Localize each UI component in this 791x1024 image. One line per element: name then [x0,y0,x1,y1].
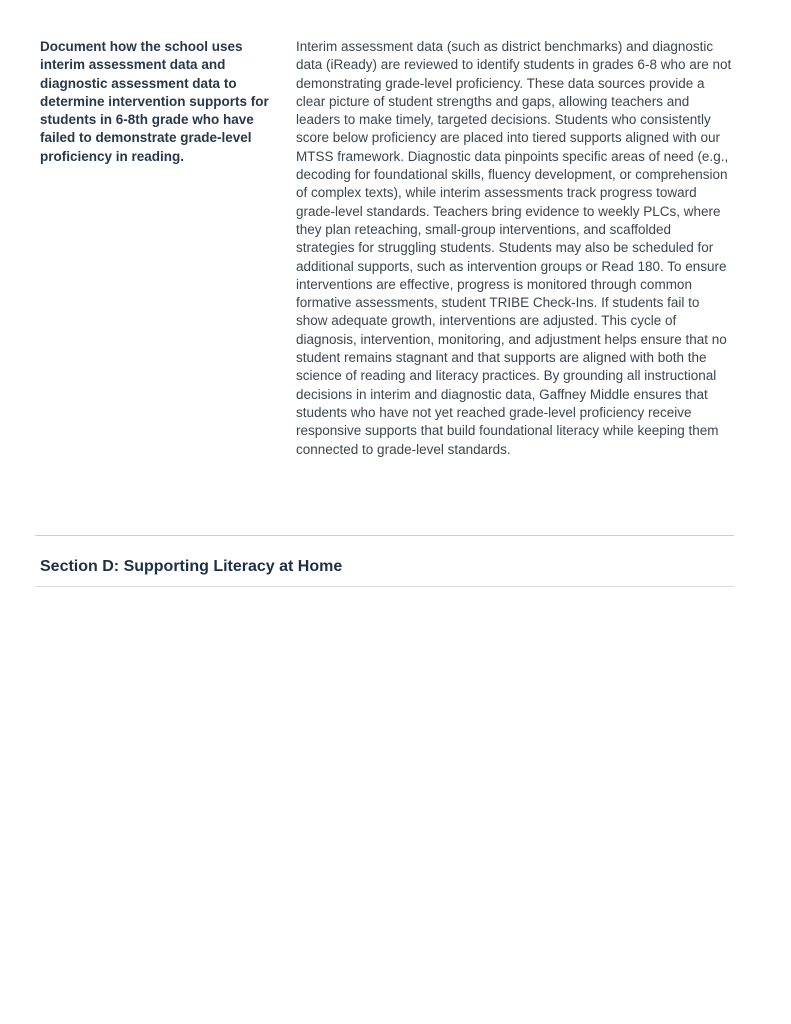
response-text: Interim assessment data (such as district benchmarks) and diagnostic data (iReady) are reviewed to identify students in grades 6-8 who are not demonstrating grade-level proficiency. These data sources provide a clear picture of student strengths and gaps, allowing teachers and leaders to make timely, targeted decisions. Students who consistently score below proficiency are placed into tiered supports aligned with our MTSS framework. Diagnostic data pinpoints specific areas of need (e.g., decoding for foundational skills, fluency development, or comprehension of complex texts), while interim assessments track progress toward grade-level standards. Teachers bring evidence to weekly PLCs, where they plan reteaching, small-group interventions, and scaffolded strategies for struggling students. Students may also be scheduled for additional supports, such as intervention groups or Read 180. To ensure interventions are effective, progress is monitored through common formative assessments, student TRIBE Check-Ins. If students fail to show adequate growth, interventions are adjusted. This cycle of diagnosis, intervention, monitoring, and adjustment helps ensure that no student remains stagnant and that supports are aligned with both the science of reading and literacy practices. By grounding all instructional decisions in interim and diagnostic data, Gaffney Middle ensures that students who have not yet reached grade-level proficiency receive responsive supports that build foundational literacy while keeping them connected to grade-level standards. [296,39,732,457]
prompt-text: Document how the school uses interim assessment data and diagnostic assessment data to determine intervention supports for students in 6-8th grade who have failed to demonstrate grade-level proficiency in reading. [40,39,269,164]
section-title: Section D: Supporting Literacy at Home [40,558,343,575]
section-divider [35,535,734,536]
section-header [35,557,734,587]
